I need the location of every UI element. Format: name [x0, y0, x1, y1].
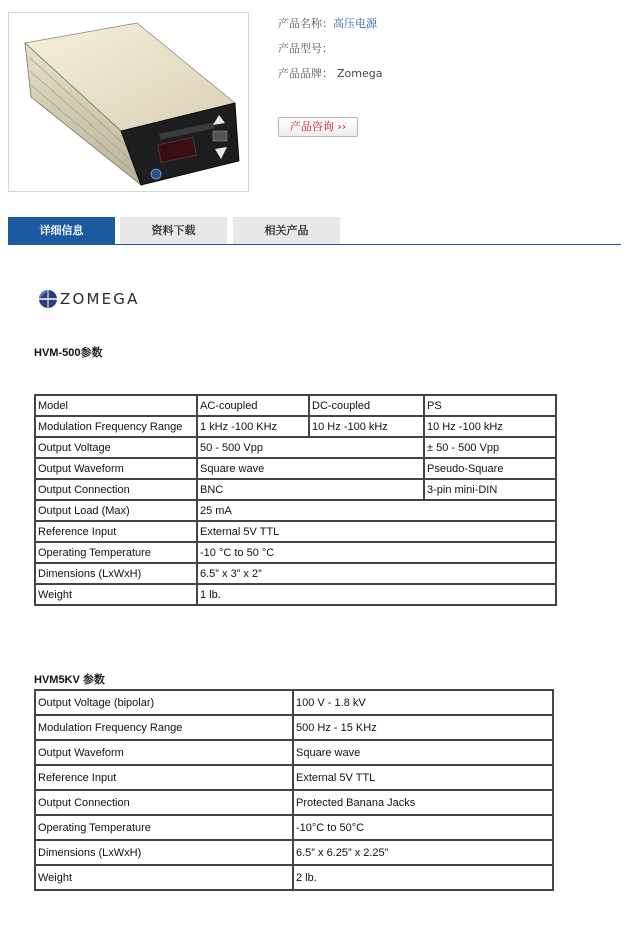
table-cell: 1 kHz -100 KHz: [197, 416, 309, 437]
table-cell: 100 V - 1.8 kV: [293, 690, 553, 715]
table-cell: 10 Hz -100 kHz: [424, 416, 556, 437]
tab-downloads[interactable]: 资料下载: [120, 217, 227, 244]
table-row: [35, 865, 553, 890]
product-brand-row: [278, 64, 382, 89]
tab-underline: [8, 244, 621, 245]
table-row: [35, 458, 556, 479]
table-cell: 25 mA: [197, 500, 556, 521]
table-cell: 10 Hz -100 kHz: [309, 416, 424, 437]
table-cell: -10°C to 50°C: [293, 815, 553, 840]
tab-details[interactable]: 详细信息: [8, 217, 115, 244]
table-cell: 6.5” x 3” x 2”: [197, 563, 556, 584]
table-cell: External 5V TTL: [293, 765, 553, 790]
table-cell: Output Waveform: [35, 458, 197, 479]
table-row: [35, 740, 553, 765]
table-row: [35, 765, 553, 790]
table-cell: 1 lb.: [197, 584, 556, 605]
product-model-row: [278, 39, 382, 64]
product-name-value[interactable]: 高压电源: [333, 17, 377, 30]
table-cell: Weight: [35, 584, 197, 605]
table-row: [35, 715, 553, 740]
table-row: [35, 416, 556, 437]
product-image: [8, 12, 249, 192]
table-cell: Square wave: [197, 458, 424, 479]
table2-title: HVM5KV 参数: [34, 674, 105, 686]
table-cell: Output Voltage (bipolar): [35, 690, 293, 715]
table-cell: BNC: [197, 479, 424, 500]
tab-related-products[interactable]: 相关产品: [233, 217, 340, 244]
table-cell: Pseudo-Square: [424, 458, 556, 479]
table-cell: AC-coupled: [197, 395, 309, 416]
zomega-logo-text: ZOMEGA: [60, 290, 140, 308]
product-info: [278, 14, 382, 89]
table-cell: Protected Banana Jacks: [293, 790, 553, 815]
table-cell: Output Load (Max): [35, 500, 197, 521]
table-row: [35, 563, 556, 584]
table-cell: Reference Input: [35, 765, 293, 790]
table-cell: 50 - 500 Vpp: [197, 437, 424, 458]
table-row: [35, 479, 556, 500]
product-brand-value: Zomega: [337, 67, 383, 80]
table-row: [35, 542, 556, 563]
table-cell: Output Connection: [35, 790, 293, 815]
table-cell: Dimensions (LxWxH): [35, 563, 197, 584]
table-row: [35, 500, 556, 521]
table-cell: -10 °C to 50 °C: [197, 542, 556, 563]
product-name-row: [278, 14, 382, 39]
table-cell: Output Waveform: [35, 740, 293, 765]
table-cell: Dimensions (LxWxH): [35, 840, 293, 865]
table-cell: Model: [35, 395, 197, 416]
table-cell: 6.5” x 6.25” x 2.25”: [293, 840, 553, 865]
product-consult-button[interactable]: 产品咨询 ››: [278, 117, 358, 137]
zomega-logo-icon: [38, 289, 58, 309]
table-cell: Reference Input: [35, 521, 197, 542]
product-name-label: 产品名称：: [278, 17, 333, 30]
table-cell: 3-pin mini-DIN: [424, 479, 556, 500]
table-cell: Modulation Frequency Range: [35, 416, 197, 437]
table-cell: 2 lb.: [293, 865, 553, 890]
hvm500-spec-table: [34, 394, 557, 606]
table-row: [35, 690, 553, 715]
table1-title: HVM-500参数: [34, 347, 103, 359]
table-cell: Square wave: [293, 740, 553, 765]
table-cell: Modulation Frequency Range: [35, 715, 293, 740]
table-row: [35, 437, 556, 458]
table-row: [35, 395, 556, 416]
table-cell: Operating Temperature: [35, 542, 197, 563]
table-cell: ± 50 - 500 Vpp: [424, 437, 556, 458]
table-row: [35, 790, 553, 815]
table-cell: Weight: [35, 865, 293, 890]
table-cell: Operating Temperature: [35, 815, 293, 840]
product-model-label: 产品型号：: [278, 42, 333, 55]
hvm5kv-spec-table: [34, 689, 554, 891]
table-cell: 500 Hz - 15 KHz: [293, 715, 553, 740]
product-brand-label: 产品品牌：: [278, 67, 333, 80]
table-cell: External 5V TTL: [197, 521, 556, 542]
table-row: [35, 840, 553, 865]
table-cell: Output Voltage: [35, 437, 197, 458]
table-cell: PS: [424, 395, 556, 416]
table-row: [35, 815, 553, 840]
table-cell: Output Connection: [35, 479, 197, 500]
table-row: [35, 521, 556, 542]
table-row: [35, 584, 556, 605]
table-cell: DC-coupled: [309, 395, 424, 416]
